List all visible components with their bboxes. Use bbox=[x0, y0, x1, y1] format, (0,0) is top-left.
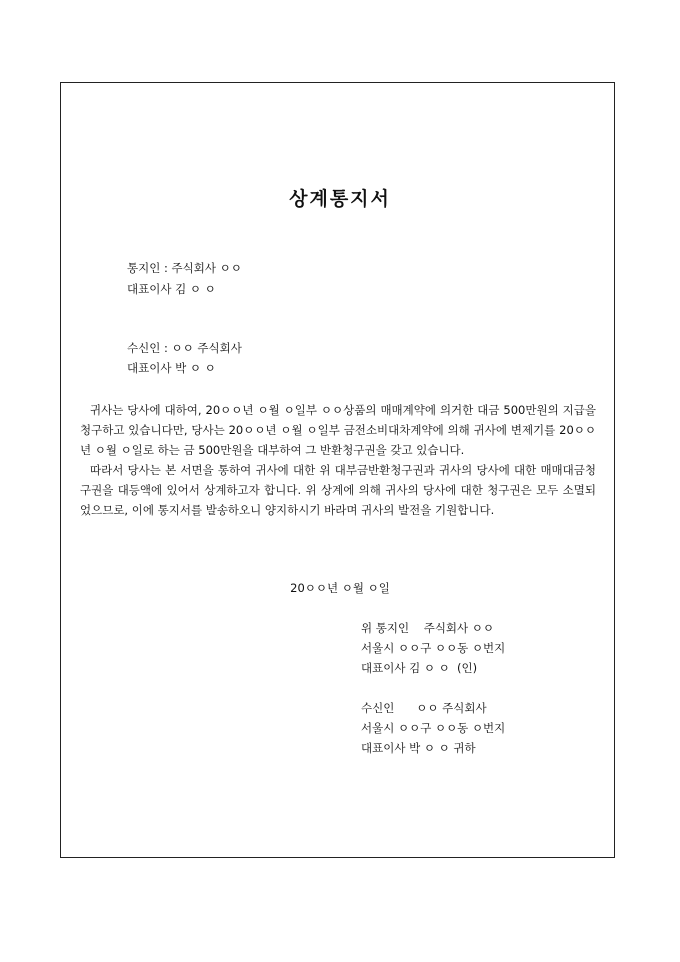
body-paragraph-2: 따라서 당사는 본 서면을 통하여 귀사에 대한 위 대부금반환청구권과 귀사의 당사에 대한 매매대금청구권을 대등액에 있어서 상계하고자 합니다. 위 상계에 의해 귀사의 당사에 대한 청구권은 모두 소멸되었으므로, 이에 통지서를 발송하오니 양지하시기 바라며 귀사의 발전을 기원합니다. bbox=[80, 463, 596, 517]
document-title: 상계통지서 bbox=[289, 188, 391, 210]
footer-recipient-representative: 대표이사 박 ㅇ ㅇ 귀하 bbox=[361, 741, 476, 755]
footer-sender-representative: 대표이사 김 ㅇ ㅇ (인) bbox=[361, 661, 478, 675]
recipient-representative: 대표이사 박 ㅇ ㅇ bbox=[127, 361, 216, 375]
document-date: 20ㅇㅇ년 ㅇ월 ㅇ일 bbox=[290, 581, 390, 595]
footer-sender-name: 위 통지인 주식회사 ㅇㅇ bbox=[361, 621, 495, 635]
recipient-line: 수신인 : ㅇㅇ 주식회사 bbox=[127, 341, 242, 355]
footer-recipient-name: 수신인 ㅇㅇ 주식회사 bbox=[361, 701, 487, 715]
footer-sender-address: 서울시 ㅇㅇ구 ㅇㅇ동 ㅇ번지 bbox=[361, 641, 506, 655]
sender-line: 통지인 : 주식회사 ㅇㅇ bbox=[127, 261, 242, 275]
body-text bbox=[80, 400, 596, 520]
body-paragraph-1: 귀사는 당사에 대하여, 20ㅇㅇ년 ㅇ월 ㅇ일부 ㅇㅇ상품의 매매계약에 의거한 대금 500만원의 지급을 청구하고 있습니다만, 당사는 20ㅇㅇ년 ㅇ월 ㅇ일부 금전소비대차계약에 의해 귀사에 변제기를 20ㅇㅇ년 ㅇ월 ㅇ일로 하는 금 500만원을 대부하여 그 반환청구권을 갖고 있습니다. bbox=[80, 403, 596, 457]
footer-recipient-address: 서울시 ㅇㅇ구 ㅇㅇ동 ㅇ번지 bbox=[361, 721, 506, 735]
sender-representative: 대표이사 김 ㅇ ㅇ bbox=[127, 282, 216, 296]
